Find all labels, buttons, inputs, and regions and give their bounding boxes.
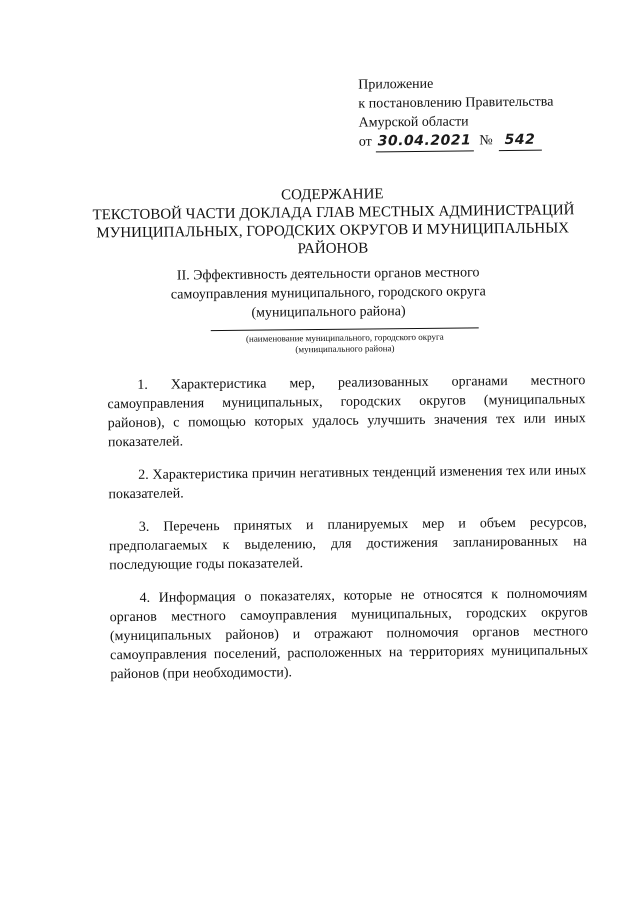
content-item-2: 2. Характеристика причин негативных тенденций изменения тех или иных показателей.	[108, 463, 587, 503]
from-label: от	[358, 134, 372, 150]
handwritten-number: 542	[499, 131, 542, 151]
section-line-2: самоуправления муниципального, городского округа	[170, 284, 486, 303]
caption-line-1: (наименование муниципального, городского округа	[245, 331, 444, 344]
title-line-1: СОДЕРЖАНИЕ	[281, 186, 384, 204]
section-line-1: II. Эффективность деятельности органов местного	[176, 265, 480, 284]
section-line-3: (муниципального района)	[251, 304, 406, 321]
fill-in-line	[211, 327, 479, 331]
appendix-line-1: Приложение	[358, 76, 434, 93]
caption-line-2: (муниципального района)	[295, 343, 395, 355]
content-item-3: 3. Перечень принятых и планируемых мер и объем ресурсов, предполагаемых к выделению, для достижения запланированных на последующие годы показателей.	[108, 515, 588, 574]
number-label: №	[479, 133, 493, 149]
appendix-block	[358, 74, 554, 153]
content-item-1: 1. Характеристика мер, реализованных органами местного самоуправления муниципальных, городских округов (муниципальных районов), с помощью которых удалось улучшить значения тех или иных показателей.	[107, 373, 586, 451]
content-item-4: 4. Информация о показателях, которые не относятся к полномочиям органов местного самоуправления муниципальных, городских округов (муниципальных районов) и отражают полномочия органов местного самоуправления поселений, расположенных на территориях муниципальных районов (при необходимости).	[109, 586, 589, 683]
fill-in-caption	[211, 331, 479, 356]
document-title	[92, 183, 573, 260]
content-items	[107, 371, 588, 698]
appendix-line-2: к постановлению Правительства	[358, 94, 554, 112]
title-line-4: РАЙОНОВ	[297, 240, 369, 258]
title-line-2: ТЕКСТОВОЙ ЧАСТИ ДОКЛАДА ГЛАВ МЕСТНЫХ АДМИНИСТРАЦИЙ	[92, 202, 575, 224]
title-line-3: МУНИЦИПАЛЬНЫХ, ГОРОДСКИХ ОКРУГОВ И МУНИЦИПАЛЬНЫХ	[96, 220, 570, 242]
section-heading	[148, 263, 509, 324]
handwritten-date: 30.04.2021	[376, 131, 474, 152]
appendix-date-line	[359, 131, 554, 153]
appendix-line-3: Амурской области	[358, 114, 469, 131]
